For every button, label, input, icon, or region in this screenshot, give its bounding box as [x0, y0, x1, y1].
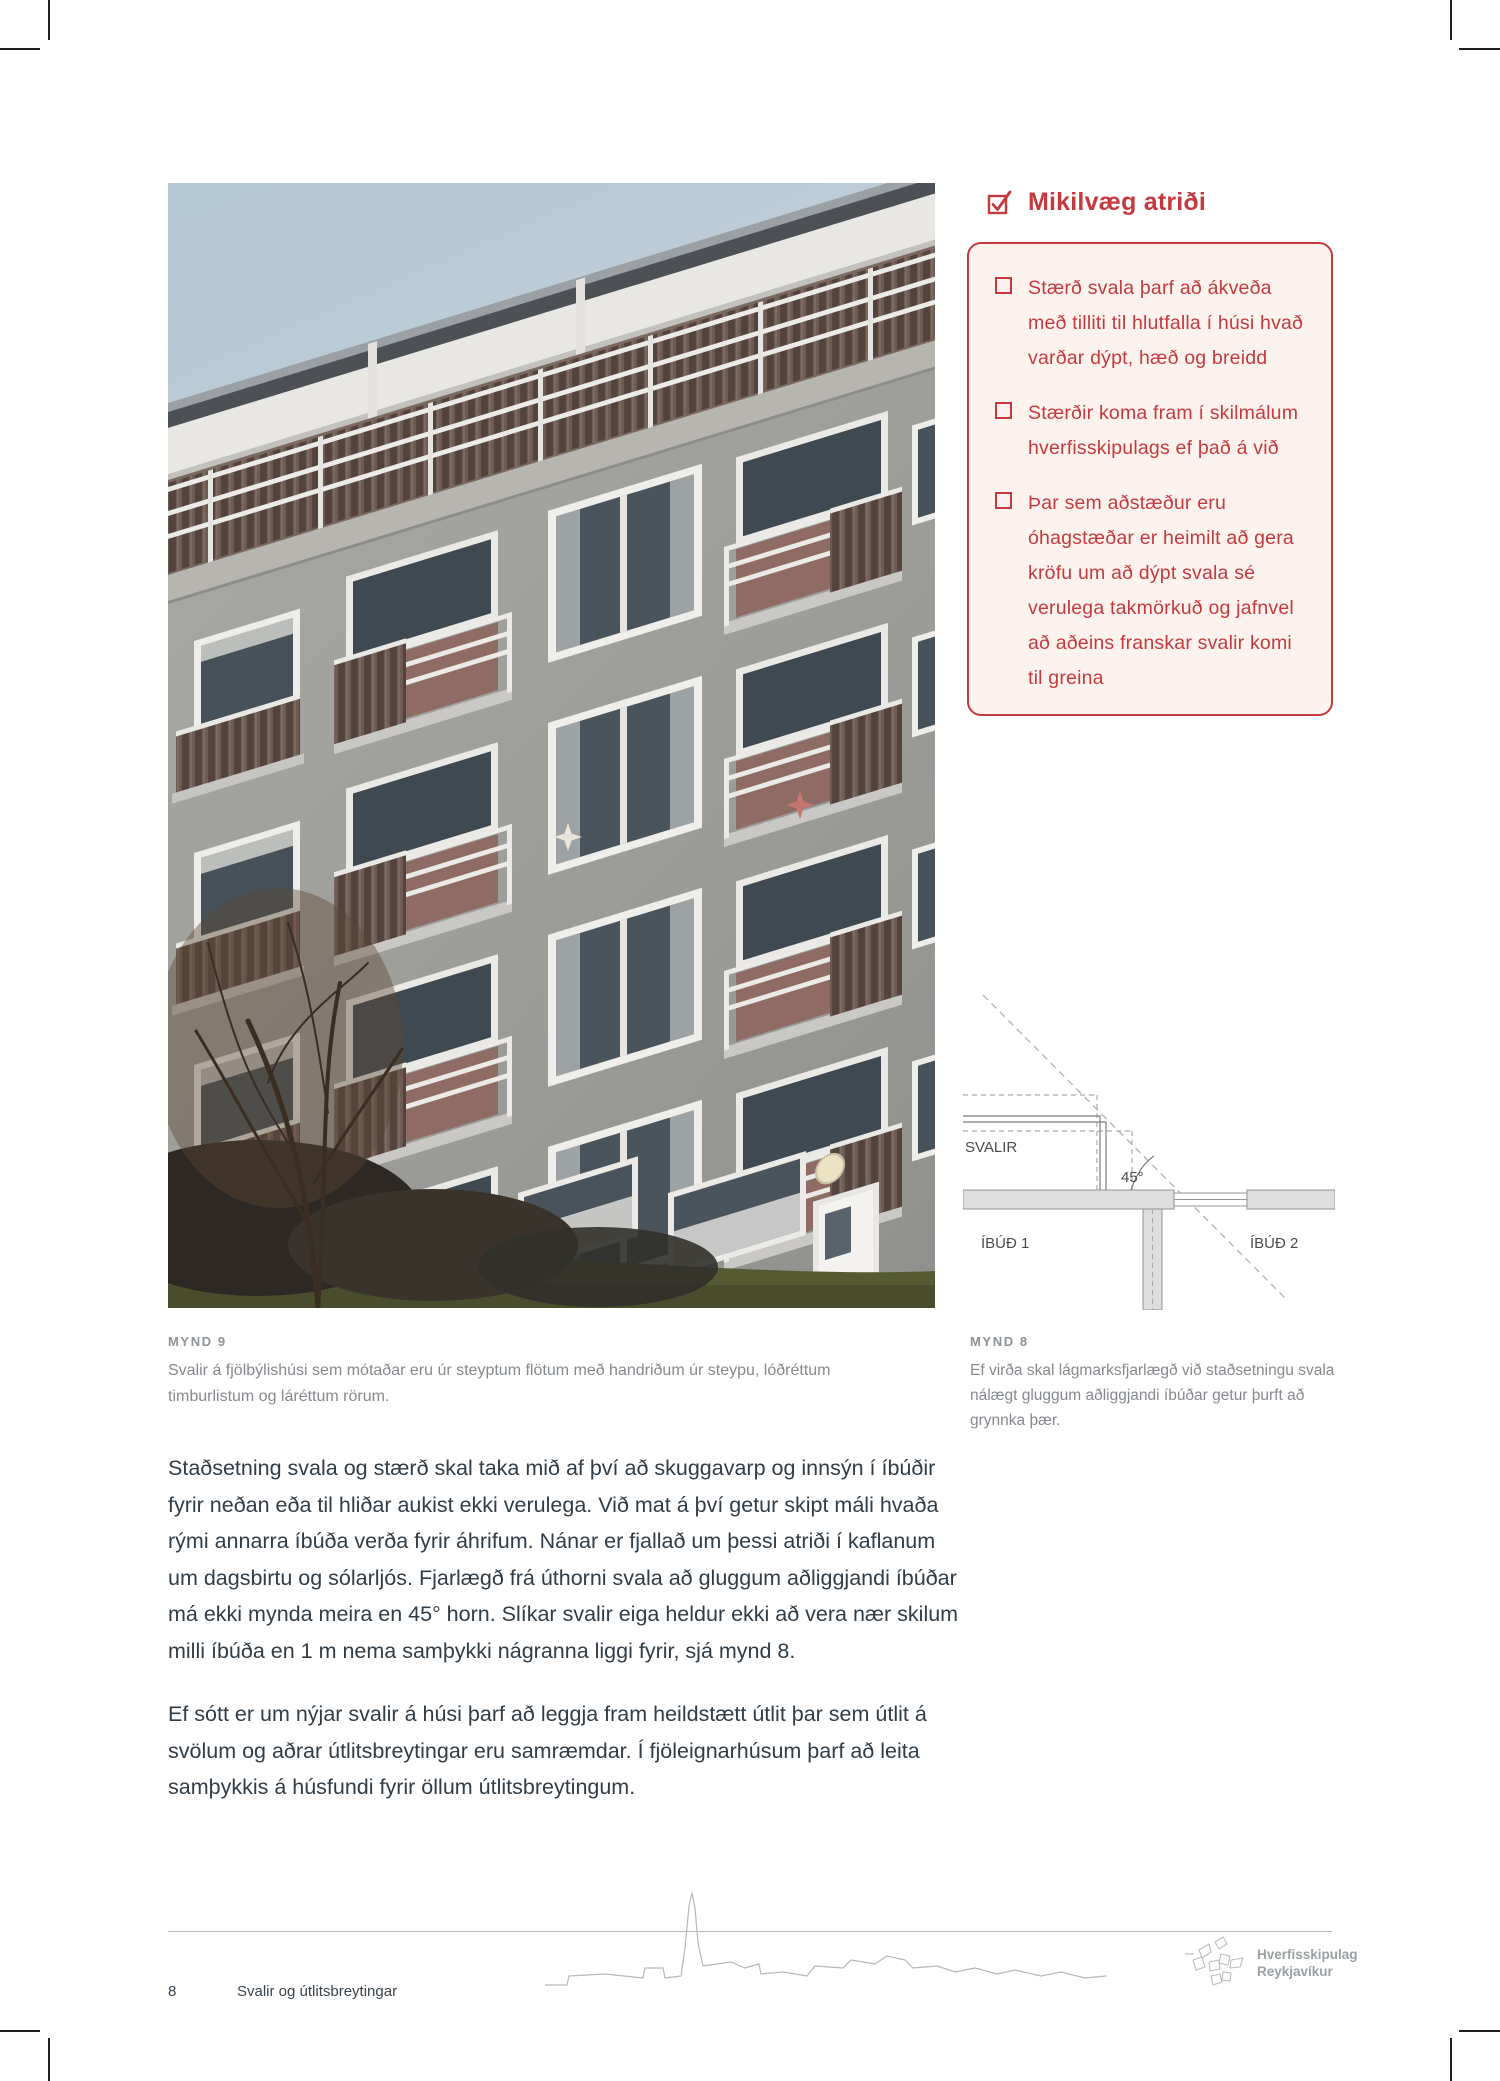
crop-mark-bottom-left-h: [0, 2030, 40, 2032]
hverfisskipulag-logo: [1185, 1934, 1358, 1992]
diagram-caption-text: Ef virða skal lágmarksfjarlægð við staðsetningu svala nálægt gluggum aðliggjandi íbúðar getur þurft að grynnka þær.: [970, 1362, 1335, 1429]
checklist-item-text: Þar sem aðstæður eru óhagstæðar er heimilt að gera kröfu um að dýpt svala sé verulega takmörkuð og jafnvel að aðeins franskar svalir komi til greina: [1028, 492, 1294, 689]
photo-caption-text: Svalir á fjölbýlishúsi sem mótaðar eru úr steyptum flötum með handriðum úr steypu, lóðréttum timburlistum og láréttum rörum.: [168, 1362, 831, 1405]
crop-mark-top-left-v: [48, 0, 50, 40]
diagram-caption-block: [970, 1334, 1338, 1433]
building-photo: [168, 183, 935, 1308]
body-paragraph-2: Ef sótt er um nýjar svalir á húsi þarf að leggja fram heildstætt útlit þar sem útlit á svölum og aðrar útlitsbreytingar eru samræmdar. Í fjöleignarhúsum þarf að leita samþykkis á húsfundi fyrir öllum útlitsbreytingum.: [168, 1702, 927, 1799]
crop-mark-top-left-h: [0, 48, 40, 50]
important-points-title: Mikilvæg atriði: [1028, 188, 1207, 216]
empty-checkbox-icon: [995, 277, 1012, 294]
crop-mark-top-right-v: [1450, 0, 1452, 40]
logo-mark-icon: [1185, 1934, 1249, 1992]
checklist-item-text: Stærðir koma fram í skilmálum hverfisskipulags ef það á við: [1028, 402, 1299, 459]
checklist-item: [995, 486, 1305, 696]
building-photo-illustration: [168, 183, 935, 1308]
page-number: 8: [168, 1983, 177, 2000]
empty-checkbox-icon: [995, 492, 1012, 509]
crop-mark-bottom-left-v: [48, 2038, 50, 2081]
balcony-distance-diagram: [963, 980, 1335, 1310]
crop-mark-bottom-right-h: [1459, 2030, 1500, 2032]
svalir-label: SVALIR: [965, 1139, 1018, 1156]
important-points-box: [967, 242, 1333, 716]
city-skyline-drawing: [545, 1888, 1107, 1994]
checklist-item-text: Stærð svala þarf að ákveða með tilliti til hlutfalla í húsi hvað varðar dýpt, hæð og breidd: [1028, 277, 1304, 369]
crop-mark-top-right-h: [1459, 48, 1500, 50]
crop-mark-bottom-right-v: [1450, 2038, 1452, 2081]
checklist-item: [995, 271, 1305, 376]
logo-line-2: Reykjavíkur: [1257, 1964, 1333, 1979]
diagram-caption-label: MYND 8: [970, 1334, 1029, 1349]
ibud1-label: ÍBÚÐ 1: [981, 1235, 1030, 1252]
ibud2-label: ÍBÚÐ 2: [1250, 1235, 1299, 1252]
photo-caption-label: MYND 9: [168, 1334, 227, 1349]
logo-text: [1257, 1946, 1358, 1980]
angle-label: 45°: [1121, 1169, 1144, 1186]
checked-checkbox-icon: [986, 189, 1014, 216]
important-points-heading: [986, 188, 1346, 217]
body-paragraph-1: Staðsetning svala og stærð skal taka mið af því að skuggavarp og innsýn í íbúðir fyrir neðan eða til hliðar aukist ekki verulega. Við mat á því getur skipt máli hvaða rými annarra íbúða verða fyrir áhrifum. Nánar er fjallað um þessi atriði í kaflanum um dagsbirtu og sólarljós. Fjarlægð frá úthorni svala að gluggum aðliggjandi íbúðar má ekki mynda meira en 45° horn. Slíkar svalir eiga heldur ekki að vera nær skilum milli íbúða en 1 m nema samþykki nágranna liggi fyrir, sjá mynd 8.: [168, 1456, 959, 1663]
body-text: [168, 1450, 970, 1806]
checklist-item: [995, 396, 1305, 466]
logo-line-1: Hverfisskipulag: [1257, 1947, 1358, 1962]
photo-caption-block: [168, 1334, 916, 1410]
empty-checkbox-icon: [995, 402, 1012, 419]
footer-section-title: Svalir og útlitsbreytingar: [237, 1983, 398, 2000]
